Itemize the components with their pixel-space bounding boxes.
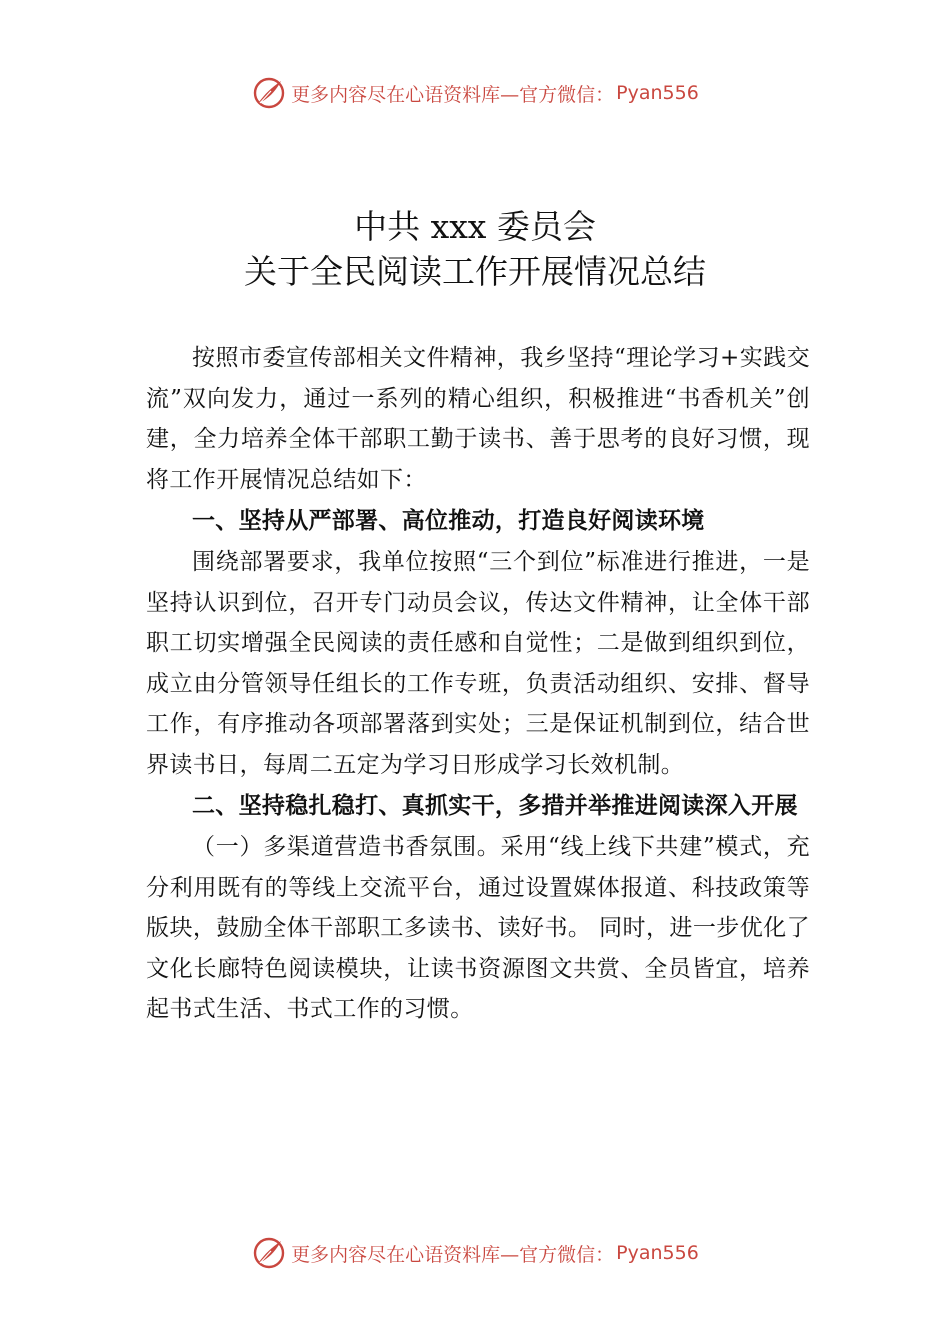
document-title-line2: 关于全民阅读工作开展情况总结 [244, 252, 706, 291]
quill-logo-icon [251, 75, 287, 111]
banner-handle: Pyan556 [616, 82, 699, 104]
quill-logo-icon [251, 1235, 287, 1271]
header-banner [0, 73, 950, 113]
document-title-line1: 中共 xxx 委员会 [354, 207, 596, 246]
section-heading-2: 二、坚持稳扎稳打、真抓实干，多措并举推进阅读深入开展 [192, 793, 798, 819]
section-heading-1: 一、坚持从严部署、高位推动，打造良好阅读环境 [192, 508, 705, 534]
document-body [146, 338, 810, 1030]
banner-text: 更多内容尽在心语资料库—官方微信： [291, 83, 615, 106]
intro-paragraph: 按照市委宣传部相关文件精神，我乡坚持“理论学习+实践交流”双向发力，通过一系列的精心组织，积极推进“书香机关”创建，全力培养全体干部职工勤于读书、善于思考的良好习惯，现将工作开展情况总结如下： [146, 345, 810, 493]
footer-banner [0, 1233, 950, 1273]
banner-handle: Pyan556 [616, 1242, 699, 1264]
section-1-paragraph: 围绕部署要求，我单位按照“三个到位”标准进行推进，一是坚持认识到位，召开专门动员会议，传达文件精神，让全体干部职工切实增强全民阅读的责任感和自觉性；二是做到组织到位，成立由分管领导任组长的工作专班，负责活动组织、安排、督导工作，有序推动各项部署落到实处；三是保证机制到位，结合世界读书日，每周二五定为学习日形成学习长效机制。 [146, 549, 810, 778]
section-2-paragraph: （一）多渠道营造书香氛围。采用“线上线下共建”模式，充分利用既有的等线上交流平台，通过设置媒体报道、科技政策等版块，鼓励全体干部职工多读书、读好书。 同时，进一步优化了文化长廊特色阅读模块，让读书资源图文共赏、全员皆宜，培养起书式生活、书式工作的习惯。 [146, 834, 810, 1022]
banner-text: 更多内容尽在心语资料库—官方微信： [291, 1243, 615, 1266]
